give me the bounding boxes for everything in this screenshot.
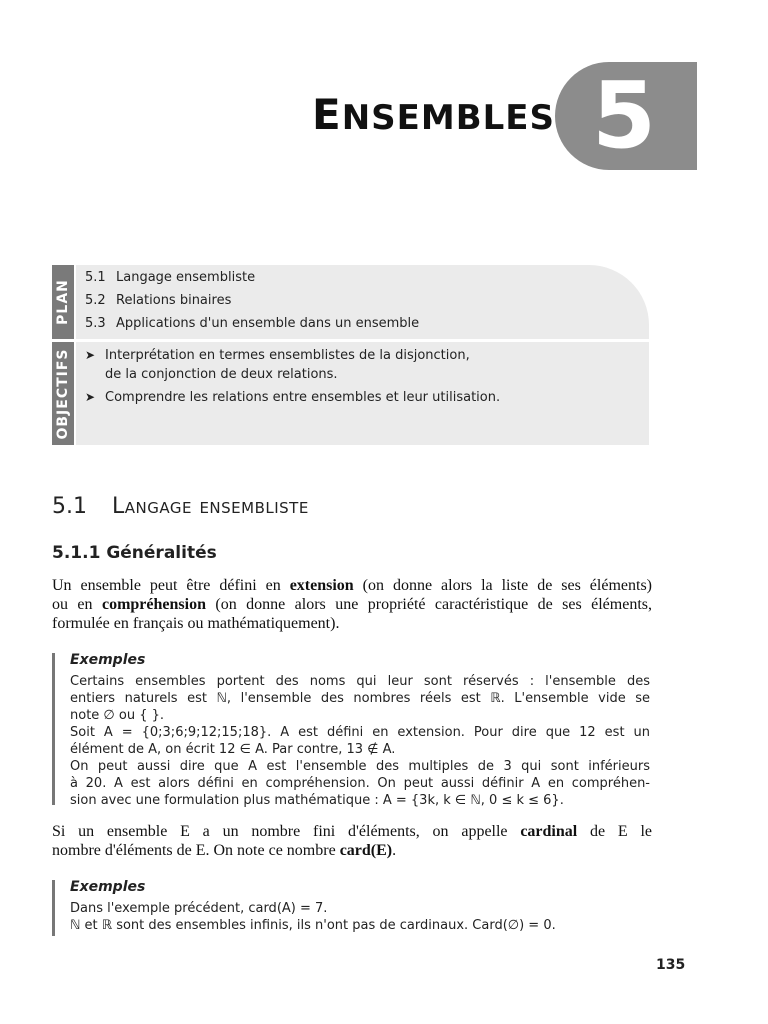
example-title: Exemples: [70, 652, 146, 668]
example-title: Exemples: [70, 879, 146, 895]
arrow-icon: ➤: [85, 348, 96, 362]
example-line: Soit A = {0;3;6;9;12;15;18}. A est défini en extension. Pour dire que 12 est un: [70, 725, 650, 740]
plan-item: 5.1 Langage ensembliste: [85, 270, 256, 285]
objectif-item: ➤ Interprétation en termes ensemblistes de la disjonction,: [85, 348, 470, 363]
chapter-number: 5: [592, 62, 657, 169]
paragraph: Si un ensemble E a un nombre fini d'éléments, on appelle cardinal de E le nombre d'éléments de E. On note ce nombre card(E).: [52, 823, 652, 859]
plan-item: 5.2 Relations binaires: [85, 293, 232, 308]
subsection-heading: 5.1.1 Généralités: [52, 543, 217, 563]
plan-label: PLAN: [55, 279, 71, 325]
example-line: On peut aussi dire que A est l'ensemble des multiples de 3 qui sont inférieurs: [70, 759, 650, 774]
example-bar: [52, 880, 55, 936]
example-line: à 20. A est alors défini en compréhension. On peut aussi définir A en compréhen-: [70, 776, 650, 791]
arrow-icon: ➤: [85, 390, 96, 404]
example-line: élément de A, on écrit 12 ∈ A. Par contre, 13 ∉ A.: [70, 742, 396, 757]
page-number: 135: [656, 957, 686, 973]
plan-item: 5.3 Applications d'un ensemble dans un ensemble: [85, 316, 420, 331]
chapter-title: ENSEMBLES: [312, 90, 555, 139]
plan-tab: [52, 265, 74, 339]
example-line: sion avec une formulation plus mathématique : A = {3k, k ∈ ℕ, 0 ≤ k ≤ 6}.: [70, 793, 564, 808]
objectifs-label: OBJECTIFS: [55, 347, 71, 440]
objectif-item-continued: de la conjonction de deux relations.: [105, 367, 338, 382]
example-line: note ∅ ou { }.: [70, 708, 165, 723]
example-line: Dans l'exemple précédent, card(A) = 7.: [70, 901, 328, 916]
objectifs-tab: [52, 342, 74, 445]
section-heading: 5.1 Langage ensembliste: [52, 494, 309, 519]
example-line: entiers naturels est ℕ, l'ensemble des nombres réels est ℝ. L'ensemble vide se: [70, 691, 650, 706]
paragraph: Un ensemble peut être défini en extension (on donne alors la liste de ses éléments) ou en compréhension (on donne alors une propriété caractéristique de ses éléments, formulée en français ou mathématiquement).: [52, 577, 653, 632]
objectif-item: ➤ Comprendre les relations entre ensembles et leur utilisation.: [85, 390, 501, 405]
example-bar: [52, 653, 55, 805]
example-line: ℕ et ℝ sont des ensembles infinis, ils n'ont pas de cardinaux. Card(∅) = 0.: [70, 918, 556, 933]
example-line: Certains ensembles portent des noms qui leur sont réservés : l'ensemble des: [70, 674, 650, 689]
